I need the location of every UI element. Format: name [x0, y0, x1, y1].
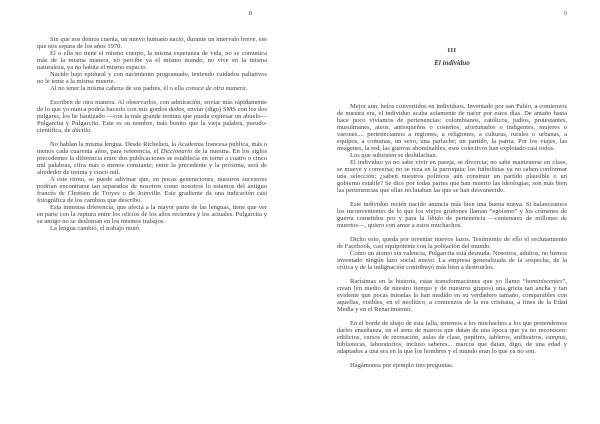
text-segment: Rarísimas en la historia, estas transformaciones que yo llamo “ — [350, 278, 526, 285]
text-segment: Este individuo recién nacido anuncia más bien una buena nueva. Si balanceamos los inconvenientes de lo que los viejos gruñones llaman “egoísmo” y los crímenes de guerra cometidos por y para la — [337, 201, 567, 222]
text-segment-italic: hominiscentes — [525, 278, 563, 285]
text-segment: Dicho esto, queda por inventar nuevos lazos. Testimonio de ello el reclutamiento de Facebook, casi equipotente con la población del mundo. — [337, 236, 567, 250]
text-segment: Nacido bajo epidural y con nacimiento programado, teniendo cuidados paliativos no le teme a la misma muerte. — [37, 71, 267, 85]
paragraph — [337, 152, 567, 159]
paragraph — [337, 159, 567, 194]
paragraph — [337, 278, 567, 313]
text-segment: Esta inmensa diferencia, que afecta a la mayor parte de las lenguas, tiene que ver en parte con la ruptura entre los oficios de los años recientes y los actuales. Pulgarcita y su amigo no se desloman en los mismos trabajos. — [37, 204, 267, 225]
paragraph — [337, 250, 567, 271]
paragraph — [37, 71, 267, 85]
text-segment: A este ritmo, se puede adivinar que, en pocas generaciones, nuestros sucesores podrían encontrarse tan separados de nosotros como nosotros lo estamos del antiguo francés de Chrétien de Troyes o de Joinville. Este gradiente da una indicación casi fotográfica de los cambios que describo. — [37, 176, 267, 204]
text-segment-italic: conoce de otra manera — [185, 85, 246, 92]
text-segment: Al no tener la misma cabeza de sus padres, él o ella — [50, 85, 186, 92]
text-segment: Los que subsisten se deshilachan. — [350, 152, 438, 159]
text-segment: de la nuestra. En los siglos precedentes la diferencia entre dos publicaciones se establecía en torno a cuatro o cinco mil palabras, cifra más o menos constante; entre la precedente y la próxima, será de alrededor de treinta y cinco mil. — [37, 148, 268, 176]
paragraph — [37, 36, 267, 50]
text-segment: , bibliotecas, laboratorios, incluso saberes... marcos que datan, digo, de una edad y adaptados a una era en la que los hombres y el mundo eran lo que ya no son. — [337, 334, 567, 355]
paragraph — [337, 320, 567, 355]
text-segment: Escriben de otra manera. Al observarlos, con admiración, enviar más rápidamente de lo que yo nunca podría hacerlo con mis gordos dedos, enviar (digo) SMS con los dos pulgares, los he bautizado —con la más grande ternura que pueda expresar un abuelo— Pulgarcita y Pulgarcito. Este es su nombre, más bonito que la vieja palabra, pseudo-científica, de — [37, 99, 267, 134]
chapter-heading — [337, 47, 567, 67]
text-segment: Él o ella no tiene el mismo cuerpo, la misma esperanza de vida, no se comunica más de la misma manera, no percibe ya el mismo mundo, no vive en la misma naturaleza, ya no habita el mismo espacio. — [37, 50, 267, 71]
text-segment: . — [245, 85, 248, 92]
text-segment: Sin que nos demos cuenta, un nuevo humano nació, durante un intervalo breve, ese que nos separa de los años 1970. — [37, 36, 267, 50]
paragraph — [37, 176, 267, 204]
text-segment: Hagámonos por ejemplo tres preguntas. — [350, 362, 454, 369]
paragraph — [37, 50, 267, 71]
text-segment: de pertenencia —centenares de millones de muertos—, quiero con amor a estos muchachos. — [337, 215, 568, 229]
text-segment: . — [90, 127, 92, 134]
text-segment: El individuo ya no sabe vivir en pareja, se divorcia; no sabe mantenerse en clase, se mueve y conversa; no se reza en la parroquia; los futbolistas ya no saben conformar una selección; ¿saben nuestros políticos aún construir un partido plausible o un gobierno estable? Se dice por todas partes que han muerto las ideologías; son más bien las pertenencias que ellas reclutaban las que se han desvanecido. — [337, 159, 567, 194]
page-right-text-block — [337, 103, 567, 369]
chapter-title: El individuo — [434, 59, 470, 67]
paragraph — [37, 99, 267, 134]
page-left-text-block — [37, 36, 267, 232]
paragraph — [337, 362, 567, 369]
paragraph — [337, 236, 567, 250]
page-number: 8 — [249, 11, 252, 17]
paragraph — [337, 201, 567, 229]
text-segment: En el borde de abajo de esta falla, tenemos a los muchachos a los que pretendemos darles enseñanza, en el seno de marcos que datan de una época que ya no reconocen: edificios, cursos de recreación, aulas de clase, pupitres, tableros, anfiteatros, — [337, 320, 567, 341]
text-segment-italic: campus — [545, 334, 566, 341]
text-segment-italic: dáctilo — [72, 127, 91, 134]
paragraph — [37, 204, 267, 225]
text-segment: Como un átomo sin valencia, Pulgarcita está desnuda. Nosotros, adultos, no hemos inventado ningún lazo social nuevo. La empresa generalizada de la sospecha, de la crítica y de la indignación contribuyó más bien a destruirlos. — [337, 250, 567, 271]
text-segment-italic: Diccionario — [160, 148, 193, 155]
text-segment: No hablan la misma lengua. Desde Richelieu, la Academia francesa publica, más o menos cada cuarenta años, para referencia, el — [37, 141, 267, 155]
paragraph — [37, 141, 267, 176]
text-segment: La lengua cambió, el trabajo mutó. — [50, 225, 141, 232]
paragraph — [337, 103, 567, 152]
page-number: 9 — [564, 11, 567, 17]
text-segment-italic: líbido — [427, 215, 443, 222]
text-segment: Mejor aún, helos convertidos en individuos. Inventado por san Pablo, a comienzos de nuestra era, el individuo acaba solamente de nacer por estos días. De antaño hasta hace poco vivíamos de pertenencias: colombianos, católicos, judíos, protestantes, musulmanes, ateos, antioqueños o costeños, afortunados o indigentes, mujeres o varones.... pertenecíamos a regiones, a religiones, a culturas, rurales o urbanas, a equipos, a comunas, un sexo, una parlache; un partido, la patria. Por los viajes, las imágenes, la red, las guerras abominables, esos colectivos han explotado casi todos. — [337, 103, 567, 152]
text-segment: ”, crean (en medio de nuestro tiempo y de nuestros grupos) una grieta tan ancha y tan evidente que pocas miradas la han medido en su verdadero tamaño, comparables con aquellas, visibles, en el neolítico, a comienzos de la era cristiana, a fines de la Edad Media y en el Renacimiento. — [337, 278, 567, 313]
page-right — [300, 0, 600, 424]
paragraph — [37, 85, 267, 92]
paragraph — [37, 225, 267, 232]
chapter-number: III — [447, 47, 457, 54]
